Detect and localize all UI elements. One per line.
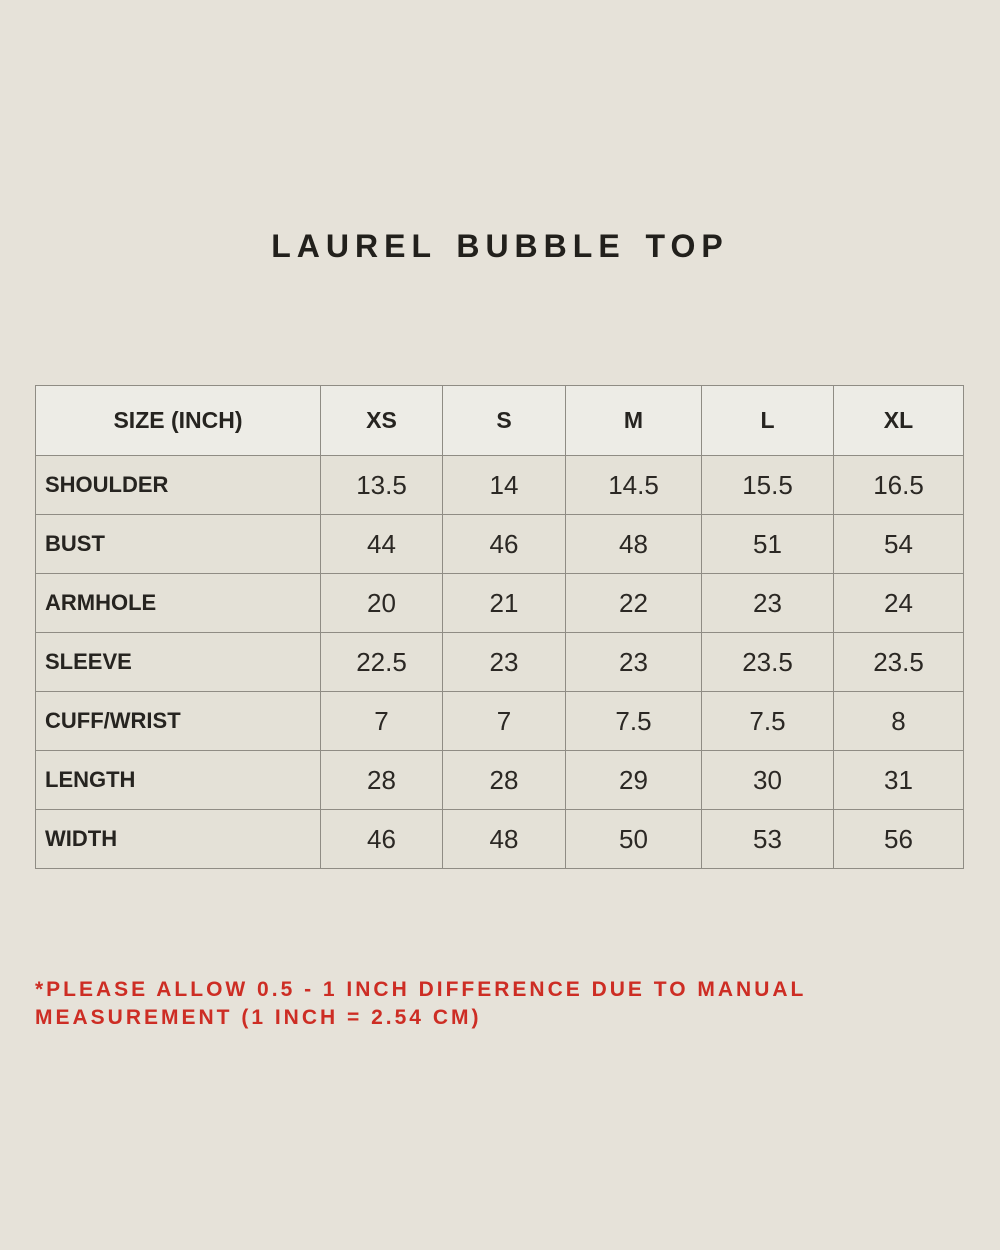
row-label-cell: LENGTH: [36, 751, 321, 810]
value-cell: 23.5: [702, 633, 834, 692]
value-cell: 22.5: [321, 633, 443, 692]
value-cell: 24: [834, 574, 964, 633]
value-cell: 21: [443, 574, 566, 633]
value-cell: 48: [566, 515, 702, 574]
row-label-cell: SLEEVE: [36, 633, 321, 692]
product-title: LAUREL BUBBLE TOP: [271, 228, 729, 264]
value-cell: 46: [321, 810, 443, 869]
measurement-note: [35, 976, 806, 1032]
header-cell-m: M: [566, 386, 702, 456]
table-row-armhole: [36, 574, 964, 633]
size-chart-table: [35, 385, 964, 869]
table-row-bust: [36, 515, 964, 574]
value-cell: 28: [443, 751, 566, 810]
value-cell: 50: [566, 810, 702, 869]
value-cell: 20: [321, 574, 443, 633]
value-cell: 28: [321, 751, 443, 810]
value-cell: 22: [566, 574, 702, 633]
value-cell: 23: [443, 633, 566, 692]
value-cell: 46: [443, 515, 566, 574]
value-cell: 30: [702, 751, 834, 810]
value-cell: 54: [834, 515, 964, 574]
value-cell: 16.5: [834, 456, 964, 515]
value-cell: 15.5: [702, 456, 834, 515]
value-cell: 23.5: [834, 633, 964, 692]
value-cell: 7: [443, 692, 566, 751]
value-cell: 8: [834, 692, 964, 751]
value-cell: 44: [321, 515, 443, 574]
table-row-sleeve: [36, 633, 964, 692]
value-cell: 51: [702, 515, 834, 574]
table-row-length: [36, 751, 964, 810]
value-cell: 14.5: [566, 456, 702, 515]
header-cell-s: S: [443, 386, 566, 456]
value-cell: 7: [321, 692, 443, 751]
header-row: [36, 386, 964, 456]
value-cell: 29: [566, 751, 702, 810]
header-cell-xs: XS: [321, 386, 443, 456]
value-cell: 53: [702, 810, 834, 869]
table-row-width: [36, 810, 964, 869]
header-cell-xl: XL: [834, 386, 964, 456]
row-label-cell: ARMHOLE: [36, 574, 321, 633]
value-cell: 13.5: [321, 456, 443, 515]
header-cell-l: L: [702, 386, 834, 456]
row-label-cell: WIDTH: [36, 810, 321, 869]
value-cell: 31: [834, 751, 964, 810]
value-cell: 56: [834, 810, 964, 869]
table-row-shoulder: [36, 456, 964, 515]
measurement-note-line1: *PLEASE ALLOW 0.5 - 1 INCH DIFFERENCE DUE TO MANUAL: [35, 978, 807, 1001]
value-cell: 7.5: [702, 692, 834, 751]
measurement-note-line2: MEASUREMENT (1 INCH = 2.54 CM): [35, 1006, 482, 1029]
value-cell: 48: [443, 810, 566, 869]
row-label-cell: CUFF/WRIST: [36, 692, 321, 751]
value-cell: 23: [702, 574, 834, 633]
row-label-cell: SHOULDER: [36, 456, 321, 515]
table-row-cuff-wrist: [36, 692, 964, 751]
value-cell: 7.5: [566, 692, 702, 751]
header-cell-size-inch: SIZE (INCH): [36, 386, 321, 456]
row-label-cell: BUST: [36, 515, 321, 574]
value-cell: 23: [566, 633, 702, 692]
value-cell: 14: [443, 456, 566, 515]
